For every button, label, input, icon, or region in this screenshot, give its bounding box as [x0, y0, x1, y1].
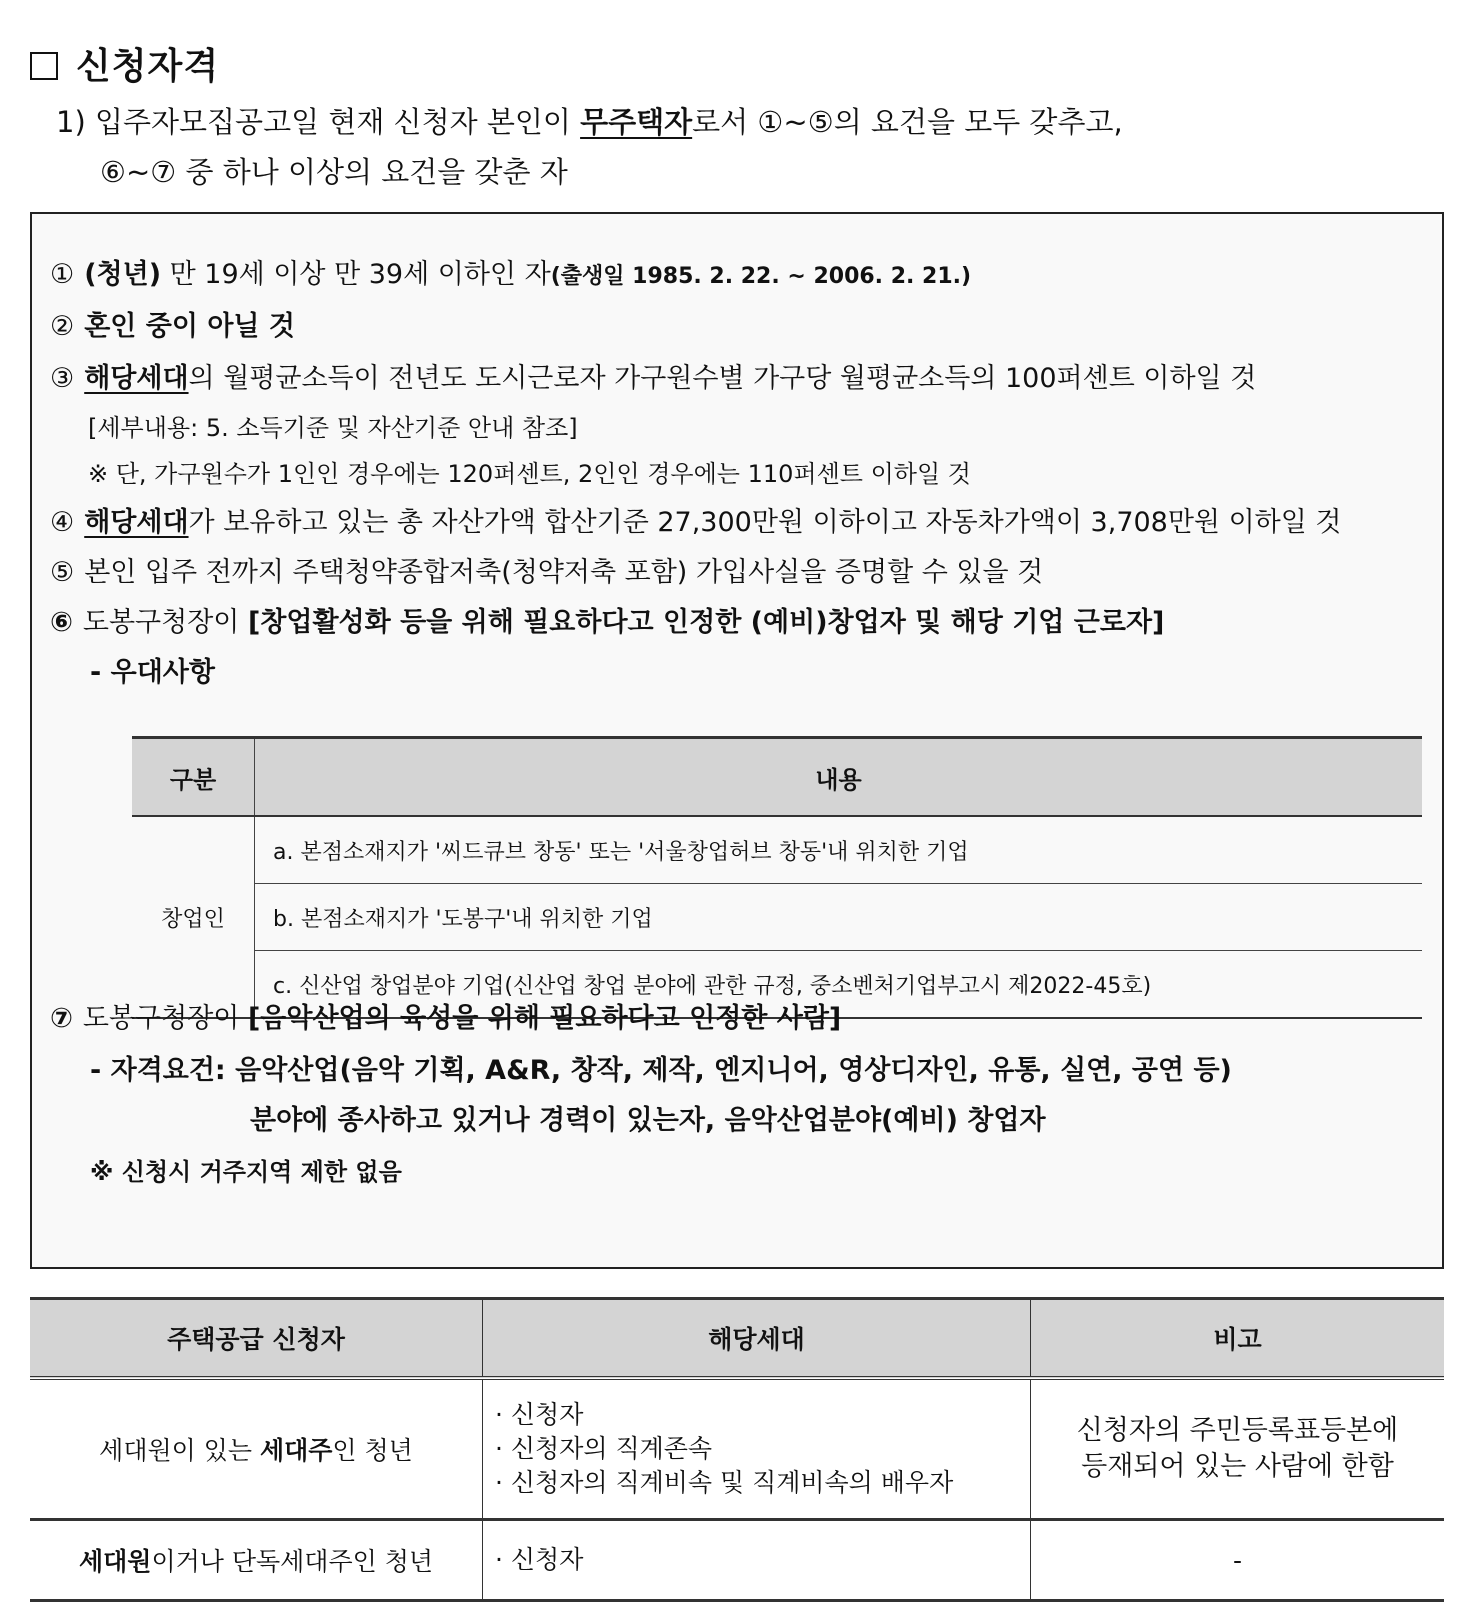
intro-line-1: 1) 입주자모집공고일 현재 신청자 본인이 무주택자로서 ①~⑤의 요건을 모두 갖추고, — [56, 105, 1123, 139]
requirement-6-sub: - 우대사항 — [90, 657, 215, 688]
requirements-panel — [30, 212, 1444, 1269]
note-cell: 신청자의 주민등록표등본에 등재되어 있는 사람에 한함 — [1031, 1378, 1445, 1520]
requirement-7-qualification-cont: 분야에 종사하고 있거나 경력이 있는자, 음악산업분야(예비) 창업자 — [250, 1105, 1046, 1136]
requirement-7: ⑦ 도봉구청장이 [음악산업의 육성을 위해 필요하다고 인정한 사람] — [50, 1003, 842, 1034]
section-title: 신청자격 — [30, 38, 219, 89]
requirement-7-note: ※ 신청시 거주지역 제한 없음 — [90, 1158, 402, 1186]
table-row: b. 본점소재지가 '도봉구'내 위치한 기업 — [132, 884, 1422, 951]
preference-table — [132, 736, 1422, 1019]
intro-line-2: ⑥~⑦ 중 하나 이상의 요건을 갖춘 자 — [100, 155, 568, 189]
table-row — [30, 1520, 1444, 1601]
table-row: 창업인 a. 본점소재지가 '씨드큐브 창동' 또는 '서울창업허브 창동'내 위치한 기업 — [132, 816, 1422, 884]
requirement-4: ④ 해당세대가 보유하고 있는 총 자산가액 합산기준 27,300만원 이하이고 자동차가액이 3,708만원 이하일 것 — [50, 507, 1342, 538]
requirement-3-note: ※ 단, 가구원수가 1인인 경우에는 120퍼센트, 2인인 경우에는 110퍼센트 이하일 것 — [88, 460, 971, 488]
requirement-1: ① (청년) 만 19세 이상 만 39세 이하인 자(출생일 1985. 2. 22. ~ 2006. 2. 21.) — [50, 259, 972, 290]
emphasis-no-house: 무주택자 — [580, 105, 693, 139]
applicant-cell: 세대원이거나 단독세대주인 청년 — [30, 1520, 483, 1601]
household-cell: · 신청자 · 신청자의 직계존속 · 신청자의 직계비속 및 직계비속의 배우자 — [483, 1378, 1031, 1520]
table-row — [30, 1378, 1444, 1520]
requirement-2: ② 혼인 중이 아닐 것 — [50, 311, 295, 342]
requirement-3: ③ 해당세대의 월평균소득이 전년도 도시근로자 가구원수별 가구당 월평균소득의 100퍼센트 이하일 것 — [50, 363, 1257, 394]
requirement-6: ⑥ 도봉구청장이 [창업활성화 등을 위해 필요하다고 인정한 (예비)창업자 및 해당 기업 근로자] — [50, 607, 1165, 638]
household-header: 주택공급 신청자 해당세대 비고 — [30, 1299, 1444, 1379]
applicant-cell: 세대원이 있는 세대주인 청년 — [30, 1378, 483, 1520]
requirement-7-qualification: - 자격요건: 음악산업(음악 기획, A&R, 창작, 제작, 엔지니어, 영상디자인, 유통, 실연, 공연 등) — [90, 1055, 1232, 1086]
preference-header: 구분 내용 — [132, 738, 1422, 817]
requirement-5: ⑤ 본인 입주 전까지 주택청약종합저축(청약저축 포함) 가입사실을 증명할 수 있을 것 — [50, 557, 1044, 588]
requirement-3-detail: [세부내용: 5. 소득기준 및 자산기준 안내 참조] — [88, 414, 578, 442]
table-row: c. 신산업 창업분야 기업(신산업 창업 분야에 관한 규정, 중소벤처기업부고시 제2022-45호) — [132, 951, 1422, 1019]
note-cell: - — [1031, 1520, 1445, 1601]
checkbox-square-icon — [30, 52, 58, 80]
category-cell: 창업인 — [132, 816, 255, 1018]
household-table — [30, 1297, 1444, 1602]
household-cell: · 신청자 — [483, 1520, 1031, 1601]
